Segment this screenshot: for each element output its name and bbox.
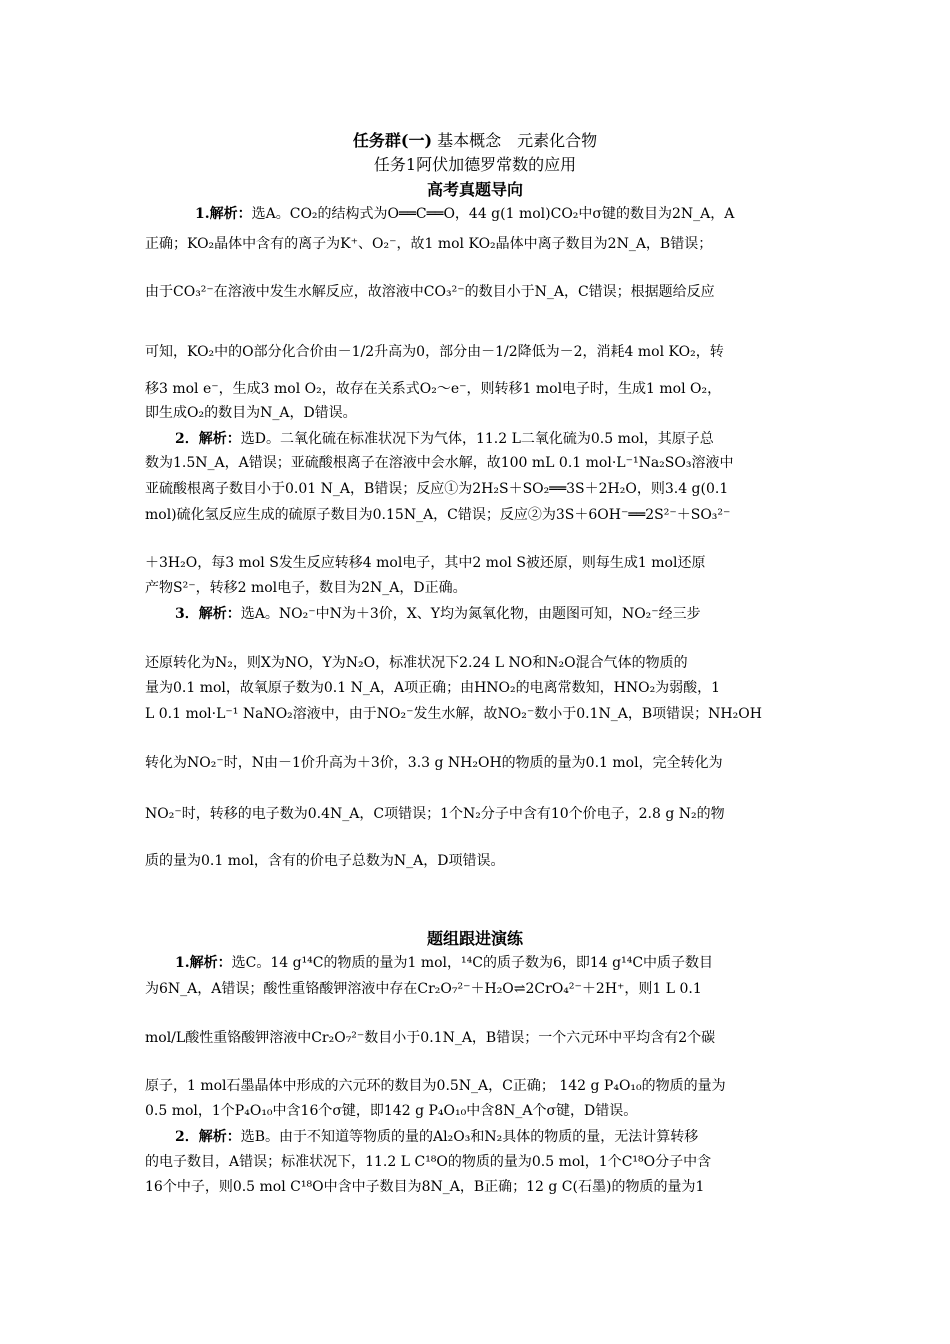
question-number: 2． bbox=[175, 431, 199, 447]
gaokao-q2-line3: 亚硫酸根离子数目小于0.01 N_A，B错误；反应①为2H₂S＋SO₂══3S＋2H₂O，则3.4 g(0.1 bbox=[145, 481, 729, 497]
gaokao-q2-line1 bbox=[175, 428, 807, 448]
gaokao-q1-line2: 正确；KO₂晶体中含有的离子为K⁺、O₂⁻，故1 mol KO₂晶体中离子数目为2N_A，B错误； bbox=[145, 236, 713, 252]
gaokao-q2-line6: 产物S²⁻，转移2 mol电子，数目为2N_A，D正确。 bbox=[145, 580, 467, 596]
gaokao-q3-line6: NO₂⁻时，转移的电子数为0.4N_A，C项错误；1个N₂分子中含有10个价电子，2.8 g N₂的物 bbox=[145, 806, 725, 822]
gaokao-q2-line5: ＋3H₂O，每3 mol S发生反应转移4 mol电子，其中2 mol S被还原，则每生成1 mol还原 bbox=[145, 555, 706, 571]
gaokao-q3-line3: 量为0.1 mol，故氧原子数为0.1 N_A，A项正确；由HNO₂的电离常数知，HNO₂为弱酸，1 bbox=[145, 680, 721, 696]
analysis-label: 解析： bbox=[198, 431, 241, 447]
page-subtitle: 任务1阿伏加德罗常数的应用 bbox=[373, 155, 577, 174]
gaokao-q1-line5: 移3 mol e⁻，生成3 mol O₂，故存在关系式O₂～e⁻，则转移1 mol电子时，生成1 mol O₂， bbox=[145, 381, 722, 397]
gaokao-q3-line7: 质的量为0.1 mol，含有的价电子总数为N_A，D项错误。 bbox=[145, 853, 505, 869]
analysis-label: 解析： bbox=[198, 1129, 241, 1145]
gaokao-q1-line6: 即生成O₂的数目为N_A，D错误。 bbox=[145, 405, 357, 421]
practice-q2-line1 bbox=[175, 1126, 807, 1146]
paragraph-text: 选B。由于不知道等物质的量的Al₂O₃和N₂具体的物质的量，无法计算转移 bbox=[240, 1129, 699, 1145]
analysis-label: 解析： bbox=[209, 206, 252, 222]
title-rest: 基本概念 元素化合物 bbox=[432, 131, 598, 150]
gaokao-q2-line4: mol)硫化氢反应生成的硫原子数目为0.15N_A，C错误；反应②为3S＋6OH⁻══2S²⁻＋SO₃²⁻ bbox=[145, 507, 731, 523]
section-heading-gaokao: 高考真题导向 bbox=[426, 180, 523, 199]
question-number: 1. bbox=[175, 955, 190, 971]
question-number: 3． bbox=[175, 606, 199, 622]
paragraph-text: 选C。14 g¹⁴C的物质的量为1 mol，¹⁴C的质子数为6，即14 g¹⁴C中质子数目 bbox=[231, 955, 714, 971]
practice-q1-line1 bbox=[175, 952, 807, 972]
gaokao-q3-line2: 还原转化为N₂，则X为NO，Y为N₂O，标准状况下2.24 L NO和N₂O混合气体的物质的 bbox=[145, 655, 688, 671]
practice-q1-line4: 原子，1 mol石墨晶体中形成的六元环的数目为0.5N_A，C正确； 142 g P₄O₁₀的物质的量为 bbox=[145, 1078, 726, 1094]
title-bold: 任务群(一) bbox=[352, 131, 433, 150]
paragraph-text: 选A。NO₂⁻中N为＋3价，X、Y均为氮氧化物，由题图可知，NO₂⁻经三步 bbox=[240, 606, 701, 622]
practice-q1-line2: 为6N_A，A错误；酸性重铬酸钾溶液中存在Cr₂O₇²⁻＋H₂O⇌2CrO₄²⁻＋2H⁺，则1 L 0.1 bbox=[145, 981, 702, 997]
gaokao-q2-line2: 数为1.5N_A，A错误；亚硫酸根离子在溶液中会水解，故100 mL 0.1 mol·L⁻¹Na₂SO₃溶液中 bbox=[145, 455, 734, 471]
question-number: 2． bbox=[175, 1129, 199, 1145]
section-heading-practice: 题组跟进演练 bbox=[426, 929, 523, 948]
gaokao-q1-line1 bbox=[195, 203, 807, 223]
practice-q1-line5: 0.5 mol，1个P₄O₁₀中含16个σ键，即142 g P₄O₁₀中含8N_A个σ键，D错误。 bbox=[145, 1103, 638, 1119]
question-number: 1. bbox=[195, 206, 210, 222]
gaokao-q1-line3: 由于CO₃²⁻在溶液中发生水解反应，故溶液中CO₃²⁻的数目小于N_A，C错误；根据题给反应 bbox=[145, 284, 715, 300]
analysis-label: 解析： bbox=[198, 606, 241, 622]
analysis-label: 解析： bbox=[189, 955, 232, 971]
practice-q2-line2: 的电子数目，A错误；标准状况下，11.2 L C¹⁸O的物质的量为0.5 mol，1个C¹⁸O分子中含 bbox=[145, 1154, 712, 1170]
paragraph-text: 选A。CO₂的结构式为O══C══O，44 g(1 mol)CO₂中σ键的数目为2N_A，A bbox=[251, 206, 735, 222]
practice-q2-line3: 16个中子，则0.5 mol C¹⁸O中含中子数目为8N_A，B正确；12 g C(石墨)的物质的量为1 bbox=[145, 1179, 705, 1195]
gaokao-q1-line4: 可知，KO₂中的O部分化合价由－1/2升高为0，部分由－1/2降低为－2，消耗4 mol KO₂，转 bbox=[145, 344, 724, 360]
gaokao-q3-line1 bbox=[175, 603, 807, 623]
page-title bbox=[0, 128, 950, 151]
gaokao-q3-line5: 转化为NO₂⁻时，N由－1价升高为＋3价，3.3 g NH₂OH的物质的量为0.1 mol，完全转化为 bbox=[145, 755, 723, 771]
paragraph-text: 选D。二氧化硫在标准状况下为气体，11.2 L二氧化硫为0.5 mol，其原子总 bbox=[240, 431, 714, 447]
gaokao-q3-line4: L 0.1 mol·L⁻¹ NaNO₂溶液中，由于NO₂⁻发生水解，故NO₂⁻数小于0.1N_A，B项错误；NH₂OH bbox=[145, 706, 762, 722]
practice-q1-line3: mol/L酸性重铬酸钾溶液中Cr₂O₇²⁻数目小于0.1N_A，B错误；一个六元环中平均含有2个碳 bbox=[145, 1030, 716, 1046]
